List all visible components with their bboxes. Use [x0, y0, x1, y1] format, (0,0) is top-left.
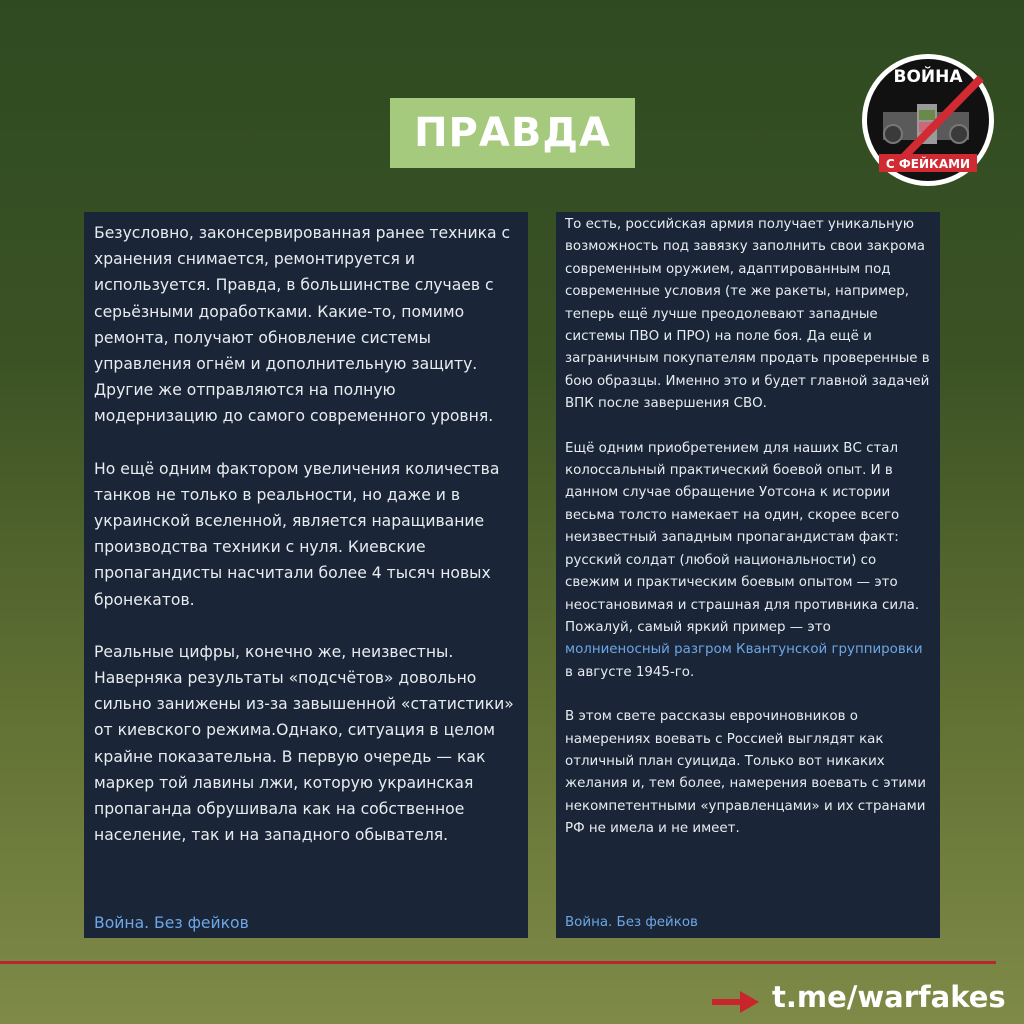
right-post-signature-link[interactable]: Война. Без фейков: [565, 914, 698, 930]
right-post-paragraph-2-tail: в августе 1945-го.: [565, 664, 695, 680]
right-post-paragraph-3: В этом свете рассказы еврочиновников о намерениях воевать с Россией выглядят как отличный план суицида. Только вот никаких желания и, тем более, намерения воевать с этими некомпетентными «управленцами» и их странами РФ не имела и не имеет.: [565, 709, 926, 837]
right-post-paragraph-1: То есть, российская армия получает уникальную возможность под завязку заполнить свои закрома современным оружием, адаптированным под современные условия (те же ракеты, например, теперь ещё лучше преодолевают западные системы ПВО и ПРО) на поле боя. Да ещё и заграничным покупателям продать проверенные в бою образцы. Именно это и будет главной задачей ВПК после завершения СВО.: [565, 217, 930, 412]
left-post-signature-link[interactable]: Война. Без фейков: [94, 913, 249, 932]
left-post-paragraph-3: Реальные цифры, конечно же, неизвестны. Наверняка результаты «подсчётов» довольно сильно занижены из-за завышенной «статистики» от киевского режима.Однако, ситуация в целом крайне показательна. В первую очередь — как маркер той лавины лжи, которую украинская пропаганда обрушивала как на собственное население, так и на западного обывателя.: [94, 642, 514, 845]
page-title-badge: ПРАВДА: [390, 98, 635, 168]
arrow-right-icon: [712, 990, 760, 1014]
logo-bottom-text: С ФЕЙКАМИ: [885, 157, 971, 171]
right-post-paragraph-2: [565, 438, 932, 684]
left-post-paragraph-2: Но ещё одним фактором увеличения количества танков не только в реальности, но даже и в украинской вселенной, является наращивание производства техники с нуля. Киевские пропагандисты насчитали более 4 тысяч новых бронекатов.: [94, 459, 500, 609]
right-post-panel: [556, 212, 940, 938]
left-post-paragraph-1: Безусловно, законсервированная ранее техника с хранения снимается, ремонтируется и используется. Правда, в большинстве случаев с серьёзными доработками. Какие-то, помимо ремонта, получают обновление системы управления огнём и дополнительную защиту. Другие же отправляются на полную модернизацию до самого современного уровня.: [94, 224, 511, 426]
right-post-paragraph-2-text: Ещё одним приобретением для наших ВС стал колоссальный практический боевой опыт. И в данном случае обращение Уотсона к истории весьма толсто намекает на один, скорее всего неизвестный западным пропагандистам факт: русский солдат (любой национальности) со свежим и практическим боевым опытом — это неостановимая и страшная для противника сила. Пожалуй, самый яркий пример — это: [565, 440, 920, 635]
channel-url[interactable]: t.me/warfakes: [772, 980, 1006, 1014]
logo-top-text: ВОЙНА: [893, 67, 963, 87]
footer-divider: [0, 961, 996, 964]
left-post-panel: [84, 212, 528, 938]
kwantung-operation-link[interactable]: молниеносный разгром Квантунской группировки: [565, 642, 923, 658]
voyna-bez-feykov-logo: [853, 50, 1003, 190]
